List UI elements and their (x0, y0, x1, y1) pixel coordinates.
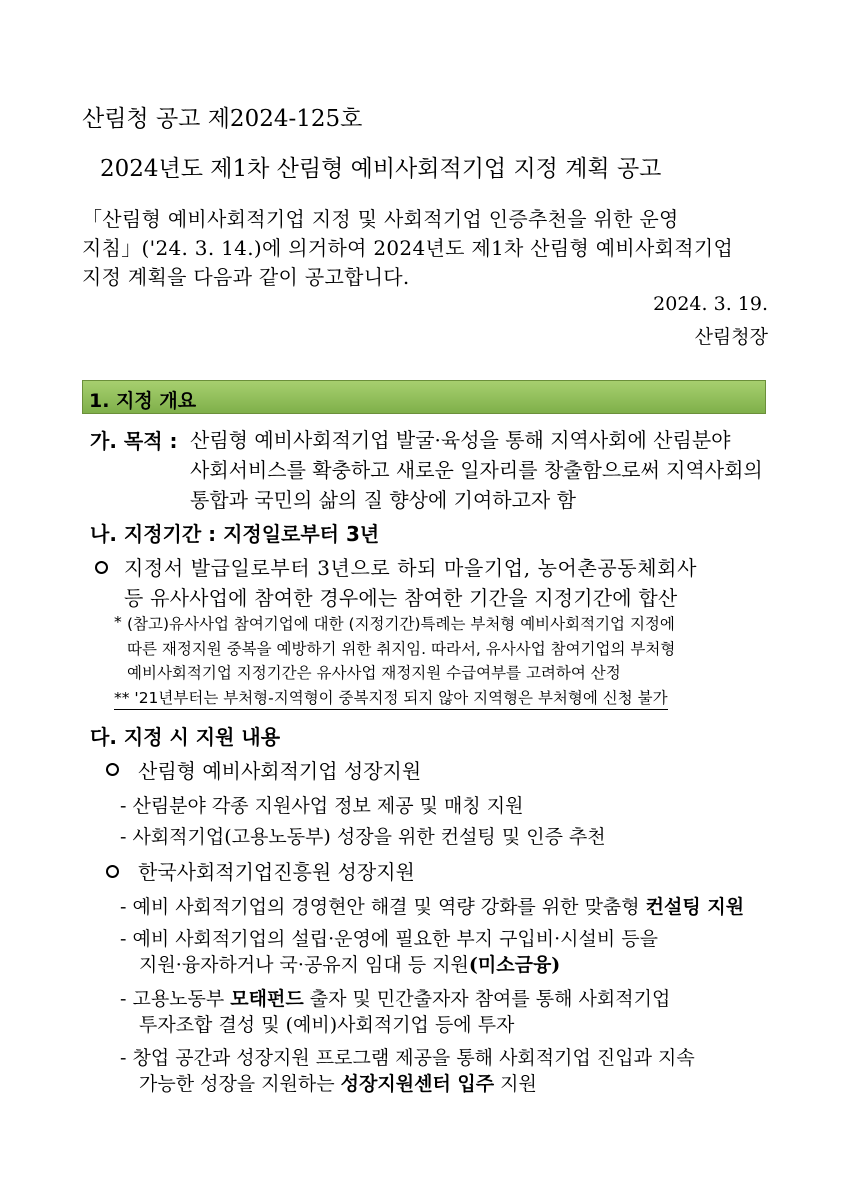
period-heading: 나. 지정기간 : 지정일로부터 3년 (90, 522, 380, 546)
support-group-title: 한국사회적기업진흥원 성장지원 (138, 860, 415, 884)
support-item-bold: 모태펀드 (230, 988, 304, 1010)
support-heading: 다. 지정 시 지원 내용 (90, 725, 281, 749)
note-mark: * (114, 613, 122, 631)
intro-line: 지정 계획을 다음과 같이 공고합니다. (82, 265, 410, 289)
support-item-continued (139, 1069, 537, 1096)
support-item-text: 가능한 성장을 지원하는 (139, 1073, 341, 1095)
period-note-line: (참고)유사사업 참여기업에 대한 (지정기간)특례는 부처형 예비사회적기업 지정에 (127, 615, 675, 633)
support-item (120, 892, 744, 919)
support-item-continued: 투자조합 결성 및 (예비)사회적기업 등에 투자 (139, 1014, 515, 1036)
support-item-bold: 컨설팅 지원 (645, 896, 745, 918)
intro-line: 지침」('24. 3. 14.)에 의거하여 2024년도 제1차 산림형 예비사회적기업 (82, 236, 734, 260)
purpose-line: 산림형 예비사회적기업 발굴·육성을 통해 지역사회에 산림분야 (190, 428, 731, 452)
support-item: - 예비 사회적기업의 설립·운영에 필요한 부지 구입비·시설비 등을 (120, 928, 658, 950)
purpose-line: 통합과 국민의 삶의 질 향상에 기여하고자 함 (190, 488, 576, 512)
support-item (120, 984, 670, 1011)
purpose-line: 사회서비스를 확충하고 새로운 일자리를 창출함으로써 지역사회의 (190, 458, 763, 482)
support-item-text: - 예비 사회적기업의 경영현안 해결 및 역량 강화를 위한 맞춤형 (120, 896, 646, 918)
period-note-underlined: ** '21년부터는 부처형-지역형이 중복지정 되지 않아 지역형은 부처형에 신청 불가 (114, 686, 668, 710)
intro-line: 「산림형 예비사회적기업 지정 및 사회적기업 인증추천을 위한 운영 (82, 207, 679, 231)
section-title: 1. 지정 개요 (89, 390, 197, 412)
section-header-bar (82, 380, 766, 414)
issuer: 산림청장 (694, 326, 768, 348)
period-bullet-line: 지정서 발급일로부터 3년으로 하되 마을기업, 농어촌공동체회사 (124, 556, 697, 580)
support-item-text: - 고용노동부 (120, 988, 231, 1010)
support-item-text: 출자 및 민간출자자 참여를 통해 사회적기업 (303, 988, 671, 1010)
bullet-circle-icon (106, 865, 119, 878)
period-bullet-line: 등 유사사업에 참여한 경우에는 참여한 기간을 지정기간에 합산 (124, 586, 678, 610)
bullet-circle-icon (95, 561, 108, 574)
purpose-label: 가. 목적 : (90, 429, 178, 453)
notice-number: 산림청 공고 제2024-125호 (82, 106, 363, 132)
support-item-text: 지원·융자하거나 국·공유지 임대 등 지원 (139, 954, 469, 976)
period-note-line: 따른 재정지원 중복을 예방하기 위한 취지임. 따라서, 유사사업 참여기업의 부처형 (127, 640, 676, 658)
issue-date: 2024. 3. 19. (653, 293, 768, 315)
support-item-text: 지원 (494, 1073, 537, 1095)
support-group-title: 산림형 예비사회적기업 성장지원 (138, 759, 422, 783)
support-item-continued (139, 950, 560, 977)
support-item: - 창업 공간과 성장지원 프로그램 제공을 통해 사회적기업 진입과 지속 (120, 1047, 695, 1069)
support-item: - 사회적기업(고용노동부) 성장을 위한 컨설팅 및 인증 추천 (120, 826, 606, 848)
period-note-line: 예비사회적기업 지정기간은 유사사업 재정지원 수급여부를 고려하여 산정 (127, 664, 621, 682)
support-item-bold: 성장지원센터 입주 (340, 1073, 495, 1095)
document-title: 2024년도 제1차 산림형 예비사회적기업 지정 계획 공고 (100, 156, 662, 182)
bullet-circle-icon (106, 763, 119, 776)
support-item: - 산림분야 각종 지원사업 정보 제공 및 매칭 지원 (120, 795, 524, 817)
support-item-bold: (미소금융) (468, 954, 561, 976)
